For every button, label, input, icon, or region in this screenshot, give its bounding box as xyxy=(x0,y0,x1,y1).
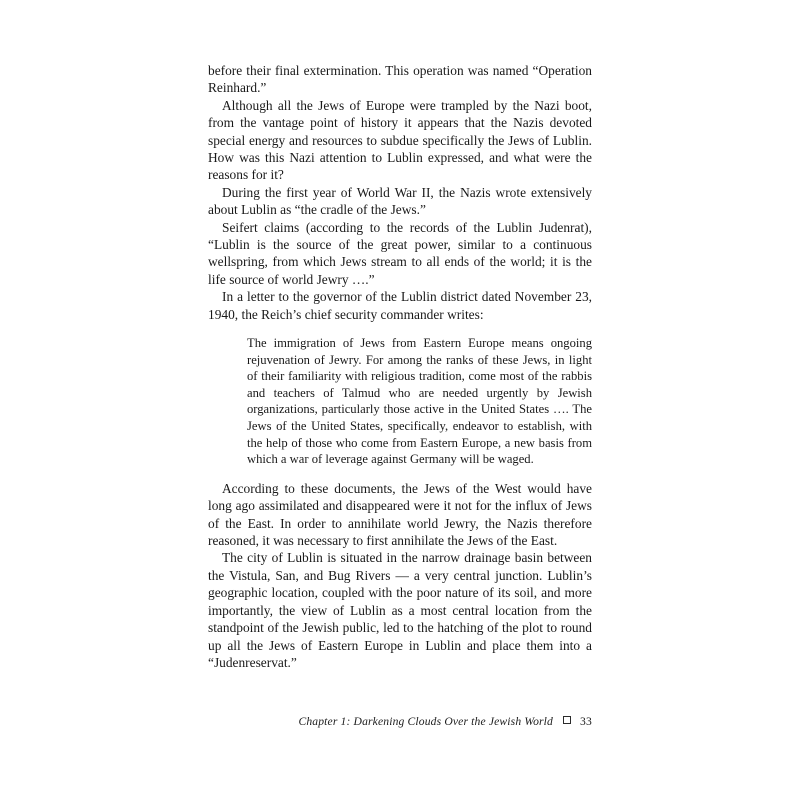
page-text-column xyxy=(208,62,592,671)
paragraph: The city of Lublin is situated in the narrow drainage basin between the Vistula, San, and Bug Rivers — a very central junction. Lublin’s geographic location, coupled with the poor nature of its soil, and more importantly, the view of Lublin as a most central location from the standpoint of the Jewish public, led to the hatching of the plot to round up all the Jews of Eastern Europe in Lublin and place them into a “Judenreservat.” xyxy=(208,550,592,670)
paragraph: During the first year of World War II, the Nazis wrote extensively about Lublin as “the cradle of the Jews.” xyxy=(208,184,592,218)
paragraph: In a letter to the governor of the Lublin district dated November 23, 1940, the Reich’s chief security commander writes: xyxy=(208,289,592,322)
page-number: 33 xyxy=(580,715,592,728)
paragraph: Seifert claims (according to the records of the Lublin Judenrat), “Lublin is the source of the great power, similar to a continuous wellspring, from which Jews stream to all ends of the world; it is the life source of world Jewry ….” xyxy=(208,219,592,287)
paragraph: According to these documents, the Jews of the West would have long ago assimilated and disappeared were it not for the influx of Jews of the East. In order to annihilate world Jewry, the Nazis therefore reasoned, it was necessary to first annihilate the Jews of the East. xyxy=(208,480,592,549)
paragraph: Although all the Jews of Europe were trampled by the Nazi boot, from the vantage point of history it appears that the Nazis devoted special energy and resources to subdue specifically the Jews of Lublin. How was this Nazi attention to Lublin expressed, and what were the reasons for it? xyxy=(208,97,592,183)
page-footer xyxy=(208,714,592,729)
paragraph-continuation: before their final extermination. This operation was named “Operation Reinhard.” xyxy=(208,63,592,96)
blockquote: The immigration of Jews from Eastern Europe means ongoing rejuvenation of Jewry. For among the ranks of these Jews, in light of their familiarity with religious tradition, come most of the rabbis and teachers of Talmud who are needed urgently by Jewish organizations, particularly those active in the United States …. The Jews of the United States, specifically, endeavor to establish, with the help of those who come from Eastern Europe, a new basis from which a war of leverage against Germany will be waged. xyxy=(247,336,592,467)
square-bullet-icon xyxy=(563,716,571,724)
blockquote-wrapper xyxy=(208,335,592,468)
footer-chapter-title: Chapter 1: Darkening Clouds Over the Jewish World xyxy=(298,715,553,728)
